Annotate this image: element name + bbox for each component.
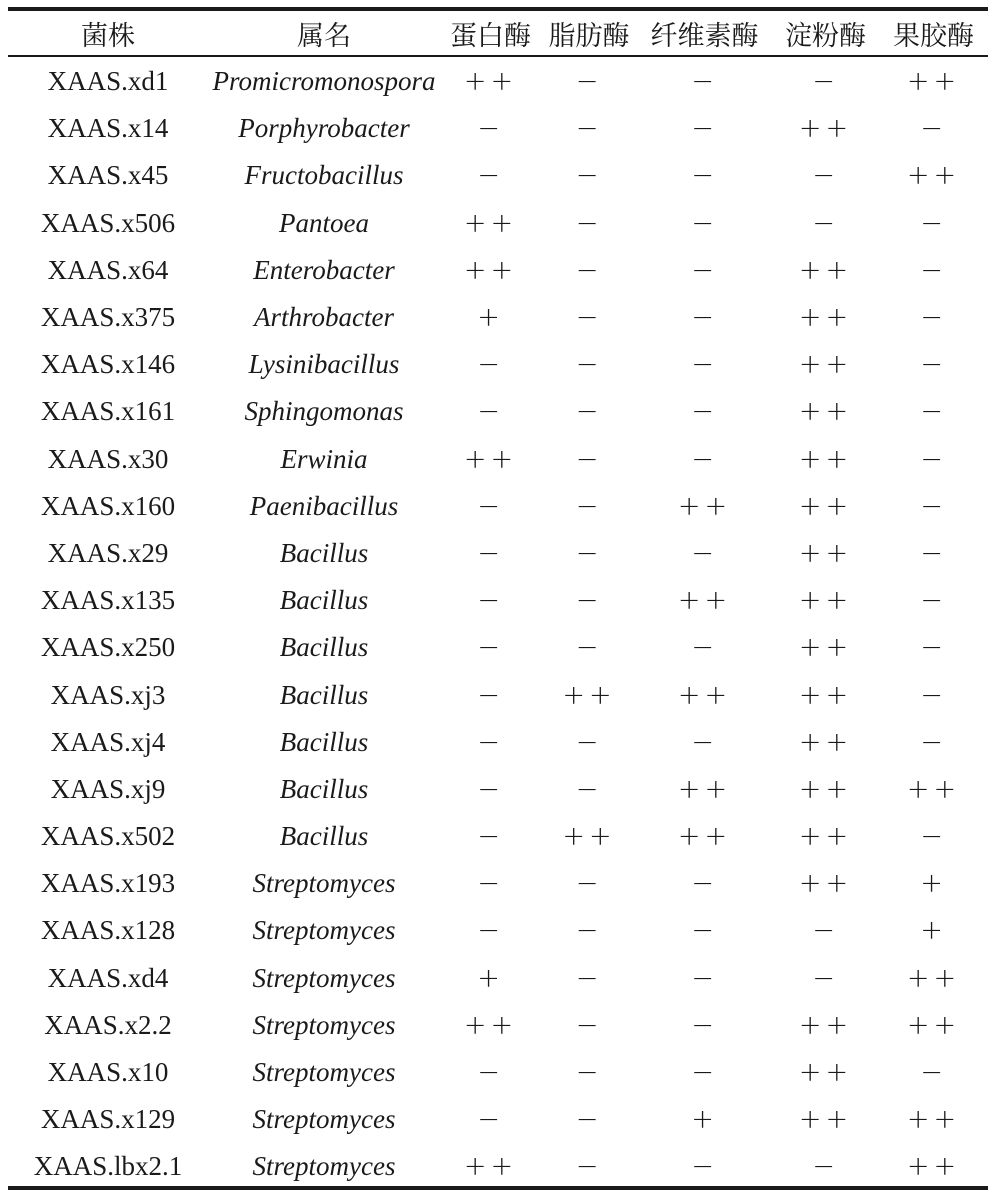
cell-lipase: −: [575, 537, 603, 569]
cell-strain: XAAS.x161: [40, 396, 176, 427]
cell-lipase: −: [575, 868, 603, 900]
cell-strain: XAAS.x160: [40, 490, 176, 521]
table-row: [8, 860, 988, 907]
table-header-rule: [8, 55, 988, 57]
table-row: [8, 530, 988, 577]
cell-strain: XAAS.x45: [47, 160, 169, 191]
cell-amylase: ++: [798, 396, 853, 428]
cell-pectinase: ++: [906, 160, 961, 192]
cell-strain: XAAS.x146: [40, 349, 176, 380]
cell-genus: Porphyrobacter: [238, 113, 410, 144]
cell-lipase: −: [575, 396, 603, 428]
table-row: [8, 341, 988, 388]
header-row: [8, 11, 988, 55]
cell-protease: −: [477, 490, 504, 522]
cell-amylase: ++: [798, 821, 853, 853]
cell-amylase: ++: [798, 490, 853, 522]
cell-strain: XAAS.x64: [47, 254, 169, 285]
cell-amylase: −: [812, 915, 839, 947]
cell-cellulase: −: [691, 1057, 718, 1089]
cell-protease: −: [477, 726, 504, 758]
cell-cellulase: −: [691, 443, 718, 475]
cell-cellulase: −: [691, 962, 718, 994]
header-lipase: 脂肪酶: [548, 20, 630, 52]
cell-cellulase: −: [691, 160, 718, 192]
cell-strain: XAAS.x128: [40, 915, 176, 946]
table-row: [8, 671, 988, 718]
table-row: [8, 1143, 988, 1190]
cell-protease: ++: [463, 1009, 518, 1041]
table-row: [8, 1049, 988, 1096]
header-pectinase: 果胶酶: [893, 20, 974, 52]
cell-genus: Streptomyces: [252, 1057, 396, 1088]
cell-genus: Bacillus: [279, 632, 369, 663]
cell-lipase: −: [575, 1057, 603, 1089]
cell-strain: XAAS.xj9: [50, 773, 166, 804]
cell-genus: Streptomyces: [252, 962, 396, 993]
cell-strain: XAAS.x14: [47, 113, 169, 144]
cell-protease: −: [477, 679, 504, 711]
cell-strain: XAAS.x10: [47, 1057, 169, 1088]
header-amylase: 淀粉酶: [785, 20, 866, 52]
cell-cellulase: ++: [677, 679, 732, 711]
cell-genus: Bacillus: [279, 726, 369, 757]
cell-lipase: −: [575, 632, 603, 664]
cell-protease: ++: [463, 66, 518, 98]
cell-protease: −: [477, 915, 504, 947]
cell-strain: XAAS.x506: [40, 207, 176, 238]
header-protease: 蛋白酶: [450, 20, 531, 52]
cell-strain: XAAS.xd1: [47, 66, 169, 97]
cell-cellulase: −: [691, 915, 718, 947]
cell-lipase: −: [575, 915, 603, 947]
cell-cellulase: −: [691, 349, 718, 381]
cell-cellulase: −: [691, 632, 718, 664]
cell-protease: −: [477, 585, 504, 617]
cell-protease: −: [477, 113, 504, 145]
table-row: [8, 955, 988, 1002]
cell-cellulase: −: [691, 537, 718, 569]
header-cellulase: 纤维素酶: [650, 20, 759, 52]
cell-amylase: ++: [798, 585, 853, 617]
cell-pectinase: ++: [906, 773, 961, 805]
cell-strain: XAAS.xj4: [50, 726, 166, 757]
cell-genus: Bacillus: [279, 585, 369, 616]
cell-pectinase: ++: [906, 1104, 961, 1136]
cell-pectinase: −: [920, 726, 947, 758]
cell-cellulase: ++: [677, 821, 732, 853]
cell-genus: Fructobacillus: [244, 160, 404, 191]
table-row: [8, 105, 988, 152]
cell-lipase: −: [575, 773, 603, 805]
table-row: [8, 766, 988, 813]
cell-amylase: −: [812, 160, 839, 192]
cell-cellulase: −: [691, 396, 718, 428]
cell-amylase: ++: [798, 1009, 853, 1041]
cell-genus: Bacillus: [279, 773, 369, 804]
cell-amylase: ++: [798, 302, 853, 334]
cell-amylase: ++: [798, 773, 853, 805]
cell-protease: ++: [463, 207, 518, 239]
cell-protease: −: [477, 1057, 504, 1089]
cell-lipase: −: [575, 66, 603, 98]
table-row: [8, 294, 988, 341]
cell-pectinase: −: [920, 113, 947, 145]
cell-pectinase: +: [920, 868, 947, 900]
cell-pectinase: −: [920, 349, 947, 381]
cell-genus: Streptomyces: [252, 915, 396, 946]
cell-amylase: ++: [798, 349, 853, 381]
cell-pectinase: −: [920, 207, 947, 239]
cell-cellulase: −: [691, 1151, 718, 1183]
cell-amylase: ++: [798, 679, 853, 711]
cell-strain: XAAS.x29: [47, 537, 169, 568]
cell-lipase: −: [575, 585, 603, 617]
cell-amylase: ++: [798, 632, 853, 664]
cell-genus: Promicromonospora: [212, 66, 436, 97]
cell-lipase: −: [575, 302, 603, 334]
cell-amylase: ++: [798, 726, 853, 758]
cell-lipase: −: [575, 254, 603, 286]
cell-cellulase: ++: [677, 585, 732, 617]
cell-genus: Pantoea: [279, 207, 369, 238]
cell-pectinase: +: [920, 915, 947, 947]
cell-protease: ++: [463, 1151, 518, 1183]
cell-amylase: ++: [798, 868, 853, 900]
cell-pectinase: −: [920, 396, 947, 428]
cell-pectinase: −: [920, 254, 947, 286]
cell-protease: +: [477, 302, 504, 334]
table-row: [8, 577, 988, 624]
table-row: [8, 719, 988, 766]
cell-genus: Streptomyces: [252, 1104, 396, 1135]
cell-lipase: −: [575, 349, 603, 381]
cell-lipase: ++: [562, 679, 616, 711]
cell-genus: Sphingomonas: [244, 396, 404, 427]
cell-genus: Bacillus: [279, 821, 369, 852]
cell-pectinase: −: [920, 1057, 947, 1089]
cell-cellulase: −: [691, 113, 718, 145]
cell-amylase: ++: [798, 1057, 853, 1089]
cell-strain: XAAS.x2.2: [44, 1009, 172, 1040]
cell-cellulase: −: [691, 207, 718, 239]
cell-genus: Lysinibacillus: [248, 349, 400, 380]
table-row: [8, 813, 988, 860]
cell-pectinase: −: [920, 490, 947, 522]
header-strain: 菌株: [81, 20, 135, 52]
cell-strain: XAAS.xd4: [47, 962, 169, 993]
cell-lipase: −: [575, 160, 603, 192]
cell-lipase: −: [575, 113, 603, 145]
cell-strain: XAAS.x502: [40, 821, 176, 852]
cell-lipase: −: [575, 490, 603, 522]
cell-pectinase: −: [920, 302, 947, 334]
cell-cellulase: −: [691, 1009, 718, 1041]
cell-amylase: ++: [798, 113, 853, 145]
cell-strain: XAAS.lbx2.1: [33, 1151, 183, 1182]
table-header: [8, 11, 988, 55]
cell-amylase: −: [812, 962, 839, 994]
cell-amylase: ++: [798, 537, 853, 569]
cell-lipase: −: [575, 962, 603, 994]
table-body: [8, 58, 988, 1191]
cell-protease: −: [477, 821, 504, 853]
cell-pectinase: ++: [906, 1009, 961, 1041]
header-genus: 属名: [297, 20, 351, 52]
cell-lipase: ++: [562, 821, 616, 853]
cell-genus: Bacillus: [279, 537, 369, 568]
cell-pectinase: −: [920, 443, 947, 475]
cell-amylase: ++: [798, 254, 853, 286]
cell-protease: −: [477, 868, 504, 900]
cell-cellulase: −: [691, 726, 718, 758]
cell-cellulase: −: [691, 254, 718, 286]
cell-protease: −: [477, 773, 504, 805]
cell-protease: −: [477, 632, 504, 664]
cell-amylase: −: [812, 1151, 839, 1183]
table-row: [8, 388, 988, 435]
cell-cellulase: +: [691, 1104, 718, 1136]
cell-genus: Streptomyces: [252, 1151, 396, 1182]
cell-cellulase: −: [691, 66, 718, 98]
cell-strain: XAAS.x129: [40, 1104, 176, 1135]
table-row: [8, 58, 988, 105]
cell-lipase: −: [575, 443, 603, 475]
table-row: [8, 483, 988, 530]
table-bottom-rule: [8, 1186, 988, 1190]
cell-cellulase: −: [691, 302, 718, 334]
table-row: [8, 247, 988, 294]
cell-amylase: ++: [798, 1104, 853, 1136]
cell-lipase: −: [575, 1151, 603, 1183]
cell-protease: −: [477, 396, 504, 428]
cell-pectinase: ++: [906, 66, 961, 98]
table-row: [8, 200, 988, 247]
cell-cellulase: ++: [677, 773, 732, 805]
cell-cellulase: −: [691, 868, 718, 900]
cell-protease: −: [477, 537, 504, 569]
cell-pectinase: −: [920, 679, 947, 711]
cell-protease: +: [477, 962, 504, 994]
cell-pectinase: ++: [906, 962, 961, 994]
cell-protease: ++: [463, 254, 518, 286]
cell-amylase: ++: [798, 443, 853, 475]
cell-protease: −: [477, 349, 504, 381]
cell-genus: Paenibacillus: [249, 490, 399, 521]
cell-protease: −: [477, 160, 504, 192]
cell-genus: Bacillus: [279, 679, 369, 710]
cell-pectinase: −: [920, 585, 947, 617]
cell-lipase: −: [575, 1009, 603, 1041]
cell-genus: Erwinia: [280, 443, 368, 474]
table-row: [8, 1002, 988, 1049]
cell-strain: XAAS.x250: [40, 632, 176, 663]
table-row: [8, 624, 988, 671]
cell-strain: XAAS.x193: [40, 868, 176, 899]
table-row: [8, 152, 988, 199]
cell-pectinase: −: [920, 632, 947, 664]
table-row: [8, 907, 988, 954]
cell-strain: XAAS.x375: [40, 302, 176, 333]
cell-lipase: −: [575, 207, 603, 239]
cell-genus: Streptomyces: [252, 1009, 396, 1040]
cell-genus: Arthrobacter: [254, 302, 394, 333]
cell-genus: Streptomyces: [252, 868, 396, 899]
cell-protease: ++: [463, 443, 518, 475]
cell-amylase: −: [812, 66, 839, 98]
cell-protease: −: [477, 1104, 504, 1136]
cell-strain: XAAS.xj3: [50, 679, 166, 710]
table-row: [8, 1096, 988, 1143]
cell-genus: Enterobacter: [253, 254, 395, 285]
cell-strain: XAAS.x135: [40, 585, 176, 616]
cell-pectinase: −: [920, 821, 947, 853]
cell-lipase: −: [575, 1104, 603, 1136]
cell-strain: XAAS.x30: [47, 443, 169, 474]
table-row: [8, 436, 988, 483]
cell-amylase: −: [812, 207, 839, 239]
cell-pectinase: ++: [906, 1151, 961, 1183]
cell-lipase: −: [575, 726, 603, 758]
cell-pectinase: −: [920, 537, 947, 569]
cell-cellulase: ++: [677, 490, 732, 522]
